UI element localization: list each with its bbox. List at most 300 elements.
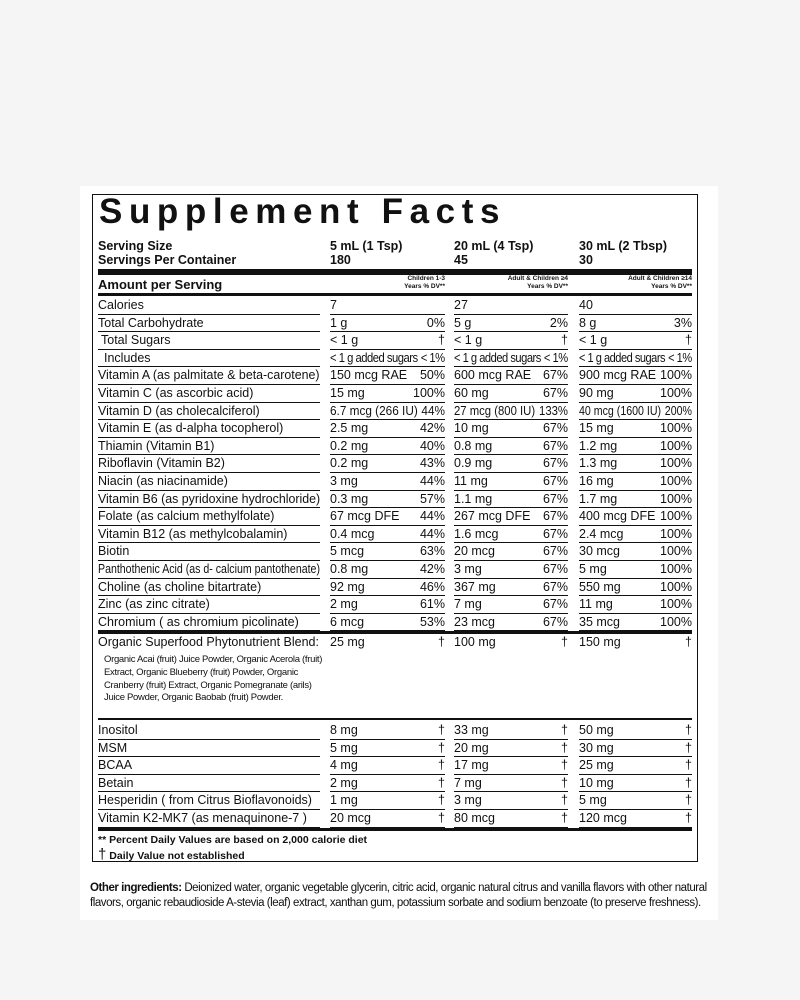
dagger-symbol: † [98,846,107,863]
amount-cell [330,508,445,526]
amount-value: 17 mg [454,758,489,773]
nutrient-name [98,596,320,614]
col1-serving-size: 5 mL (1 Tsp) [330,239,403,253]
daily-value: † [438,758,445,773]
nutrient-name-text: Panthothenic Acid (as d- calcium pantothenate) [98,562,320,576]
nutrient-name [98,775,320,793]
amount-value: 90 mg [579,386,614,400]
daily-value: 42% [419,562,445,576]
daily-value: 61% [419,597,445,612]
amount-cell [330,473,445,491]
nutrient-name-text: MSM [98,740,128,755]
amount-cell [454,350,568,368]
daily-value: † [561,811,568,825]
table-row [93,561,697,579]
table-row [93,740,697,758]
amount-cell [454,385,568,403]
daily-value: 67% [542,474,568,488]
nutrient-name [98,473,320,491]
amount-cell [330,757,445,775]
nutrient-name [98,403,320,421]
supplement-facts-panel [92,194,698,862]
amount-value: 367 mg [454,579,496,594]
amount-value: 27 [454,298,468,312]
daily-value: 67% [542,421,568,436]
serving-size-label: Serving Size [98,239,173,253]
amount-value: < 1 g added sugars [330,350,418,365]
table-row [93,367,697,385]
table-row [93,297,697,315]
amount-value: 20 mcg [454,544,495,559]
daily-value: < 1% [544,350,568,365]
amount-cell [454,561,568,579]
daily-value: † [685,775,692,790]
amount-cell [454,420,568,438]
amount-value: 900 mcg RAE [579,368,657,383]
amount-value: < 1 g [454,333,483,348]
daily-value: † [561,740,568,755]
nutrient-name [98,315,320,333]
daily-value: 46% [419,579,445,594]
amount-value: 10 mg [579,775,614,790]
amount-value: 15 mg [330,386,365,400]
amount-cell [330,740,445,758]
amount-per-serving-label: Amount per Serving [98,277,223,292]
amount-cell [454,614,568,632]
nutrient-name-text: Calories [98,298,144,312]
daily-value: 40% [419,438,445,453]
servings-per-container-label: Servings Per Container [98,253,237,267]
amount-value: 16 mg [579,474,614,488]
nutrient-name-text: Niacin (as niacinamide) [98,474,228,488]
nutrient-name-text: Vitamin K2-MK7 (as menaquinone-7 ) [98,811,307,825]
amount-value: 23 mcg [454,614,495,629]
amount-cell [579,543,692,561]
nutrient-name [98,508,320,526]
table-row [93,385,697,403]
daily-value: 100% [413,386,445,400]
amount-value: 0.2 mg [330,438,369,453]
daily-value: < 1% [421,350,445,365]
daily-value: 100% [660,368,692,383]
amount-value: 33 mg [454,723,489,737]
amount-value: 6.7 mcg (266 IU) [330,403,418,418]
amount-cell [330,385,445,403]
amount-value: 35 mcg [579,614,620,629]
amount-value: 30 mg [579,740,614,755]
amount-cell [579,473,692,491]
amount-value: 50 mg [579,723,614,737]
nutrient-name [98,332,320,350]
amount-value: 3 mg [454,562,482,576]
daily-value: 57% [419,491,445,506]
amount-value: 0.4 mcg [330,526,375,541]
amount-value: 2 mg [330,775,358,790]
daily-value: † [685,758,692,773]
nutrient-name-text: Betain [98,775,134,790]
amount-value: 2 mg [330,597,358,612]
daily-value: 100% [660,474,692,488]
dv-not-established-footnote [98,848,245,863]
amount-value: 11 mg [454,474,488,488]
nutrient-name-text: Total Carbohydrate [98,315,204,330]
amount-value: 92 mg [330,579,365,594]
amount-value: 40 mcg (1600 IU) [579,403,662,418]
daily-value: † [438,723,445,737]
daily-value: † [561,793,568,808]
percent-dv-footnote: ** Percent Daily Values are based on 2,000 calorie diet [98,834,368,846]
amount-cell [330,792,445,810]
daily-value: † [685,333,692,348]
amount-cell [330,403,445,421]
amount-cell [579,775,692,793]
nutrient-name-text: Includes [104,350,151,365]
amount-value: 5 mg [330,740,358,755]
amount-cell [579,614,692,632]
daily-value: † [561,333,568,348]
amount-value: 267 mcg DFE [454,509,531,524]
nutrient-name-text: Riboflavin (Vitamin B2) [98,456,225,471]
amount-value: 25 mg [579,758,614,773]
table-row [93,438,697,456]
daily-value: 100% [660,421,692,436]
amount-cell [579,332,692,350]
amount-cell [330,810,445,828]
daily-value: 67% [542,614,568,629]
amount-value: < 1 g added sugars [454,350,541,365]
amount-value: 0.2 mg [330,456,369,471]
amount-value: 30 mcg [579,544,620,559]
blend-amount: 150 mg [579,635,621,649]
daily-value: 100% [660,491,692,506]
amount-value: 120 mcg [579,811,627,825]
amount-value: 5 mg [579,562,607,576]
amount-cell [579,508,692,526]
amount-value: 5 mg [579,793,607,808]
daily-value: † [685,793,692,808]
amount-cell [330,543,445,561]
daily-value: 100% [660,526,692,541]
nutrient-name [98,543,320,561]
daily-value: 67% [542,368,568,383]
col2-dv-label: Adult & Children ≥4 Years % DV** [507,275,568,290]
other-ingredients-text: Deionized water, organic vegetable glycerin, citric acid, organic natural citrus and vanilla flavors with other natural flavors, organic rebaudioside A-stevia (leaf) extract, xanthan gum, potassium sorbate and sodium benzoate (to preserve freshness). [90,882,707,909]
amount-cell [579,757,692,775]
table-row [93,491,697,509]
amount-cell [454,473,568,491]
daily-value: † [685,740,692,755]
table-row [93,332,697,350]
daily-value: 67% [542,386,568,400]
table-row [93,315,697,333]
amount-value: 1.6 mcg [454,526,499,541]
amount-value: 2.4 mcg [579,526,624,541]
blend-divider-top [98,631,692,634]
amount-value: 6 mcg [330,614,365,629]
table-row [93,403,697,421]
daily-value: 100% [660,614,692,629]
daily-value: † [685,723,692,737]
nutrient-name [98,614,320,632]
amount-cell [454,403,568,421]
amount-cell [579,403,692,421]
amount-cell [330,491,445,509]
daily-value: 100% [660,597,692,612]
daily-value: 100% [660,579,692,594]
daily-value: 44% [421,403,445,418]
amount-cell [330,579,445,597]
nutrient-name-text: Vitamin E (as d-alpha tocopherol) [98,421,284,436]
amount-value: 2.5 mg [330,421,369,436]
amount-value: 150 mcg RAE [330,368,408,383]
amount-cell [579,350,692,368]
amount-value: < 1 g [330,333,359,348]
daily-value: † [438,333,445,348]
amount-cell [330,526,445,544]
daily-value: 100% [660,438,692,453]
nutrient-name-text: Inositol [98,723,138,737]
nutrient-name-text: Vitamin D (as cholecalciferol) [98,403,260,418]
amount-cell [330,775,445,793]
daily-value: 44% [419,509,445,524]
daily-value: 67% [542,438,568,453]
blend-dv: † [438,635,445,649]
amount-cell [579,315,692,333]
daily-value: 67% [542,526,568,541]
medium-divider [98,293,692,296]
amount-cell [330,297,445,315]
amount-cell [579,385,692,403]
daily-value: 63% [419,544,445,559]
daily-value: † [685,811,692,825]
amount-value: 8 mg [330,723,358,737]
nutrient-name-text: Hesperidin ( from Citrus Bioflavonoids) [98,793,312,808]
daily-value: 44% [419,474,445,488]
amount-value: 1.2 mg [579,438,618,453]
table-row [93,614,697,632]
amount-cell [454,297,568,315]
daily-value: † [561,758,568,773]
table-row [93,350,697,368]
daily-value: 100% [660,544,692,559]
amount-cell [579,491,692,509]
nutrient-name [98,491,320,509]
table-row [93,722,697,740]
amount-value: 1 g [330,315,348,330]
table-row [93,508,697,526]
nutrient-name [98,350,320,368]
amount-value: 67 mcg DFE [330,509,400,524]
nutrient-name [98,740,320,758]
daily-value: 67% [542,509,568,524]
amount-cell [454,579,568,597]
daily-value: 50% [419,368,445,383]
blend-description: Organic Acai (fruit) Juice Powder, Organic Acerola (fruit) Extract, Organic Blueberry (fruit) Powder, Organic Cranberry (fruit) Extract, Organic Pomegranate (arils) Juice Powder, Organic Baobab (fruit) Powder. [104,654,323,704]
amount-cell [330,596,445,614]
amount-cell [330,561,445,579]
amount-cell [579,792,692,810]
daily-value: 67% [542,544,568,559]
daily-value: 3% [673,315,692,330]
amount-cell [454,543,568,561]
amount-value: 5 mcg [330,544,365,559]
nutrient-name-text: Choline (as choline bitartrate) [98,579,262,594]
daily-value: 133% [539,403,568,418]
amount-cell [454,508,568,526]
nutrient-name-text: Zinc (as zinc citrate) [98,597,210,612]
amount-cell [454,491,568,509]
amount-cell [330,350,445,368]
blend-name: Organic Superfood Phytonutrient Blend: [98,635,319,649]
amount-value: 15 mg [579,421,614,436]
amount-cell [330,315,445,333]
amount-value: 3 mg [454,793,482,808]
amount-cell [454,332,568,350]
daily-value: 67% [542,491,568,506]
amount-value: 550 mg [579,579,621,594]
amount-value: 10 mg [454,421,489,436]
amount-cell [454,792,568,810]
amount-value: 0.3 mg [330,491,369,506]
nutrient-name-text: Vitamin C (as ascorbic acid) [98,386,254,400]
table-row [93,792,697,810]
daily-value: 67% [542,597,568,612]
nutrient-name-text: Vitamin B12 (as methylcobalamin) [98,526,288,541]
blend-dv: † [561,635,568,649]
panel-title: Supplement Facts [99,192,507,231]
daily-value: † [438,740,445,755]
nutrient-name [98,455,320,473]
amount-value: 1.3 mg [579,456,618,471]
table-row [93,810,697,828]
thick-divider-bottom [98,828,692,831]
daily-value: 100% [660,562,692,576]
amount-cell [454,526,568,544]
other-ingredients [90,881,714,910]
amount-value: 40 [579,298,593,312]
daily-value: 53% [419,614,445,629]
nutrient-name [98,810,320,828]
nutrient-name-text: Folate (as calcium methylfolate) [98,509,275,524]
amount-cell [454,596,568,614]
amount-cell [579,596,692,614]
amount-cell [330,614,445,632]
table-row [93,579,697,597]
amount-cell [454,367,568,385]
amount-value: 20 mcg [330,811,371,825]
nutrient-name [98,297,320,315]
amount-cell [454,438,568,456]
blend-divider-bottom [98,718,692,720]
amount-cell [579,297,692,315]
amount-value: 0.8 mg [454,438,493,453]
nutrient-name [98,757,320,775]
amount-value: 0.8 mg [330,562,369,576]
amount-cell [579,810,692,828]
amount-cell [330,332,445,350]
col3-servings: 30 [579,253,593,267]
amount-value: < 1 g [579,333,608,348]
amount-value: 80 mcg [454,811,495,825]
other-ingredients-label: Other ingredients: [90,882,182,894]
nutrient-name [98,561,320,579]
daily-value: 100% [660,509,692,524]
amount-cell [579,455,692,473]
amount-cell [330,367,445,385]
col1-dv-label: Children 1-3 Years % DV** [404,275,445,290]
amount-value: 4 mg [330,758,358,773]
amount-value: 7 [330,298,337,312]
amount-cell [579,740,692,758]
table-row [93,596,697,614]
nutrient-name [98,579,320,597]
nutrient-name [98,792,320,810]
nutrient-name [98,367,320,385]
amount-value: 400 mcg DFE [579,509,656,524]
daily-value: † [438,775,445,790]
nutrient-name [98,420,320,438]
amount-cell [454,455,568,473]
nutrient-name [98,722,320,740]
blend-amount: 25 mg [330,635,365,649]
col2-serving-size: 20 mL (4 Tsp) [454,239,534,253]
daily-value: < 1% [668,350,692,365]
amount-cell [579,420,692,438]
amount-value: 7 mg [454,775,482,790]
table-row [93,543,697,561]
col3-serving-size: 30 mL (2 Tbsp) [579,239,667,253]
table-row [93,526,697,544]
daily-value: 67% [542,579,568,594]
nutrient-name-text: Thiamin (Vitamin B1) [98,438,215,453]
daily-value: † [438,793,445,808]
amount-value: 1.7 mg [579,491,618,506]
daily-value: 200% [664,403,692,418]
amount-value: 0.9 mg [454,456,493,471]
amount-cell [579,526,692,544]
daily-value: † [561,723,568,737]
amount-value: < 1 g added sugars [579,350,666,365]
nutrient-name [98,526,320,544]
amount-cell [579,722,692,740]
amount-value: 27 mcg (800 IU) [454,403,536,418]
table-row [93,473,697,491]
nutrient-name-text: BCAA [98,758,133,773]
amount-cell [330,455,445,473]
daily-value: 43% [419,456,445,471]
daily-value: 2% [549,315,568,330]
supplement-label-card [80,186,718,920]
amount-cell [454,740,568,758]
amount-cell [579,579,692,597]
daily-value: 67% [542,456,568,471]
nutrient-name-text: Vitamin A (as palmitate & beta-carotene) [98,368,320,383]
daily-value: 44% [419,526,445,541]
amount-cell [330,420,445,438]
amount-cell [454,722,568,740]
nutrient-name [98,438,320,456]
daily-value: † [438,811,445,825]
amount-value: 5 g [454,315,472,330]
amount-value: 1 mg [330,793,358,808]
amount-value: 1.1 mg [454,491,493,506]
daily-value: 100% [660,456,692,471]
amount-value: 8 g [579,315,597,330]
amount-cell [579,438,692,456]
daily-value: † [561,775,568,790]
col2-servings: 45 [454,253,468,267]
amount-cell [454,757,568,775]
